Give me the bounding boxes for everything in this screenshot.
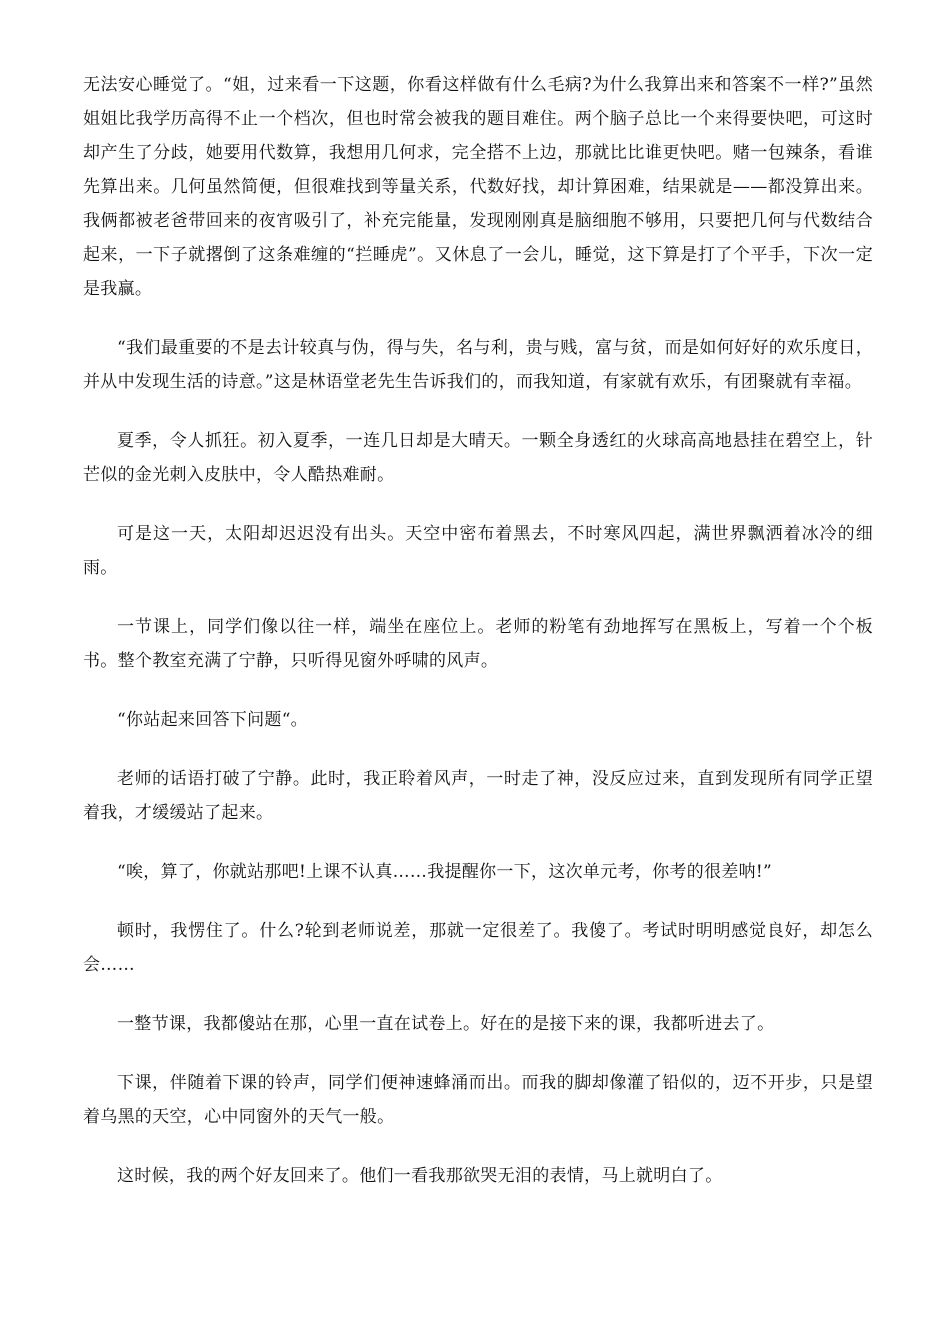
paragraph: 可是这一天，太阳却迟迟没有出头。天空中密布着黑去，不时寒风四起，满世界飘洒着冰冷的细雨。 [83, 524, 873, 578]
paragraph: “你站起来回答下问题“。 [117, 710, 308, 730]
paragraph: 一整节课，我都傻站在那，心里一直在试卷上。好在的是接下来的课，我都听进去了。 [117, 1014, 775, 1034]
paragraph: 下课，伴随着下课的铃声，同学们便神速蜂涌而出。而我的脚却像灌了铅似的，迈不开步，只是望着乌黑的天空，心中同窗外的天气一般。 [83, 1073, 873, 1127]
document-body [83, 68, 873, 1218]
paragraph: 顿时，我愣住了。什么?轮到老师说差，那就一定很差了。我傻了。考试时明明感觉良好，却怎么会…… [83, 921, 873, 975]
paragraph: “唉，算了，你就站那吧!上课不认真……我提醒你一下，这次单元考，你考的很差呐!” [117, 862, 773, 882]
paragraph: 一节课上，同学们像以往一样，端坐在座位上。老师的粉笔有劲地挥写在黑板上，写着一个个板书。整个教室充满了宁静，只听得见窗外呼啸的风声。 [83, 617, 873, 671]
paragraph: 夏季，令人抓狂。初入夏季，一连几日却是大晴天。一颗全身透红的火球高高地悬挂在碧空上，针芒似的金光刺入皮肤中，令人酷热难耐。 [83, 431, 873, 485]
paragraph: 这时候，我的两个好友回来了。他们一看我那欲哭无泪的表情，马上就明白了。 [117, 1166, 723, 1186]
paragraph: 无法安心睡觉了。“姐，过来看一下这题，你看这样做有什么毛病?为什么我算出来和答案不一样?”虽然姐姐比我学历高得不止一个档次，但也时常会被我的题目难住。两个脑子总比一个来得要快吧，可这时却产生了分歧，她要用代数算，我想用几何求，完全搭不上边，那就比比谁更快吧。赌一包辣条，看谁先算出来。几何虽然简便，但很难找到等量关系，代数好找，却计算困难，结果就是——都没算出来。我俩都被老爸带回来的夜宵吸引了，补充完能量，发现刚刚真是脑细胞不够用，只要把几何与代数结合起来，一下子就撂倒了这条难缠的“拦睡虎”。又休息了一会儿，睡觉，这下算是打了个平手，下次一定是我赢。 [83, 75, 873, 299]
paragraph: “我们最重要的不是去计较真与伪，得与失，名与利，贵与贱，富与贫，而是如何好好的欢乐度日，并从中发现生活的诗意。”这是林语堂老先生告诉我们的，而我知道，有家就有欢乐，有团聚就有幸福。 [83, 338, 873, 392]
paragraph: 老师的话语打破了宁静。此时，我正聆着风声，一时走了神，没反应过来，直到发现所有同学正望着我，才缓缓站了起来。 [83, 769, 873, 823]
